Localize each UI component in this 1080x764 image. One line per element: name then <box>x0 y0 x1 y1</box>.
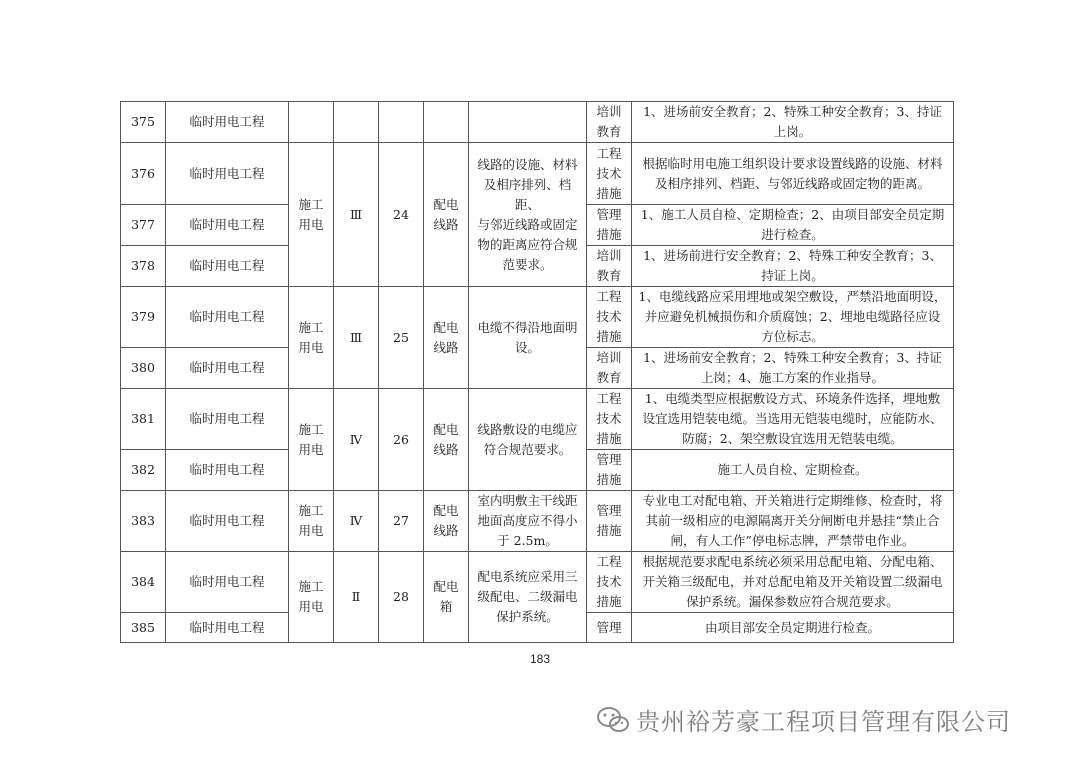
measure-text: 专业电工对配电箱、开关箱进行定期维修、检查时，将 其前一级相应的电源隔离开关分闸断电并悬挂“禁止合 闸，有人工作”停电标志牌，严禁带电作业。 <box>632 491 954 552</box>
hazard-description: 电缆不得沿地面明 设。 <box>469 287 587 389</box>
measure-category: 培训 教育 <box>587 348 632 389</box>
table-row <box>121 287 954 348</box>
hazard-part: 配电 箱 <box>424 552 469 643</box>
project-name: 临时用电工程 <box>166 102 289 143</box>
row-number: 377 <box>121 205 166 246</box>
measure-category: 培训 教育 <box>587 246 632 287</box>
hazard-type: 施工 用电 <box>289 287 334 389</box>
measure-category: 工程 技术 措施 <box>587 552 632 613</box>
measure-category: 培训 教育 <box>587 102 632 143</box>
measure-category: 管理 措施 <box>587 491 632 552</box>
project-name: 临时用电工程 <box>166 389 289 450</box>
measure-text: 1、进场前进行安全教育；2、特殊工种安全教育；3、 持证上岗。 <box>632 246 954 287</box>
project-name: 临时用电工程 <box>166 491 289 552</box>
risk-level: Ⅲ <box>334 143 379 287</box>
hazard-number: 26 <box>379 389 424 491</box>
hazard-type: 施工 用电 <box>289 491 334 552</box>
measure-text: 施工人员自检、定期检查。 <box>632 450 954 491</box>
table-row <box>121 389 954 450</box>
risk-level: Ⅳ <box>334 389 379 491</box>
project-name: 临时用电工程 <box>166 205 289 246</box>
blank-cell <box>379 102 424 143</box>
risk-level: Ⅳ <box>334 491 379 552</box>
blank-cell <box>334 102 379 143</box>
measure-text: 1、电缆线路应采用埋地或架空敷设，严禁沿地面明设， 并应避免机械损伤和介质腐蚀；2、埋地电缆路径应设 方位标志。 <box>632 287 954 348</box>
measure-category: 管理 <box>587 613 632 643</box>
watermark <box>596 702 1011 737</box>
hazard-part: 配电 线路 <box>424 143 469 287</box>
page-number: 183 <box>529 652 551 666</box>
hazard-number: 24 <box>379 143 424 287</box>
row-number: 378 <box>121 246 166 287</box>
project-name: 临时用电工程 <box>166 143 289 205</box>
hazard-number: 27 <box>379 491 424 552</box>
row-number: 380 <box>121 348 166 389</box>
project-name: 临时用电工程 <box>166 348 289 389</box>
hazard-number: 25 <box>379 287 424 389</box>
project-name: 临时用电工程 <box>166 552 289 613</box>
measure-text: 根据规范要求配电系统必须采用总配电箱、分配电箱、 开关箱三级配电，并对总配电箱及开关箱设置二级漏电 保护系统。漏保参数应符合规范要求。 <box>632 552 954 613</box>
hazard-description: 线路的设施、材料 及相序排列、档距、 与邻近线路或固定 物的距离应符合规 范要求。 <box>469 143 587 287</box>
table-row <box>121 491 954 552</box>
row-number: 376 <box>121 143 166 205</box>
wechat-icon <box>596 706 630 734</box>
measure-category: 工程 技术 措施 <box>587 287 632 348</box>
risk-level: Ⅱ <box>334 552 379 643</box>
measure-text: 根据临时用电施工组织设计要求设置线路的设施、材料 及相序排列、档距、与邻近线路或固定物的距离。 <box>632 143 954 205</box>
hazard-description: 室内明敷主干线距 地面高度应不得小 于 2.5m。 <box>469 491 587 552</box>
blank-cell <box>469 102 587 143</box>
risk-level: Ⅲ <box>334 287 379 389</box>
measure-text: 1、进场前安全教育；2、特殊工种安全教育；3、持证 上岗。 <box>632 102 954 143</box>
blank-cell <box>424 102 469 143</box>
hazard-part: 配电 线路 <box>424 389 469 491</box>
hazard-part: 配电 线路 <box>424 287 469 389</box>
row-number: 385 <box>121 613 166 643</box>
measure-category: 管理 措施 <box>587 450 632 491</box>
project-name: 临时用电工程 <box>166 450 289 491</box>
row-number: 379 <box>121 287 166 348</box>
measure-category: 管理 措施 <box>587 205 632 246</box>
table-row <box>121 552 954 613</box>
project-name: 临时用电工程 <box>166 287 289 348</box>
hazard-table <box>120 101 954 643</box>
watermark-text: 贵州裕芳豪工程项目管理有限公司 <box>636 708 1011 736</box>
project-name: 临时用电工程 <box>166 613 289 643</box>
hazard-description: 线路敷设的电缆应 符合规范要求。 <box>469 389 587 491</box>
hazard-type: 施工 用电 <box>289 389 334 491</box>
hazard-type: 施工 用电 <box>289 143 334 287</box>
measure-text: 1、进场前安全教育；2、特殊工种安全教育；3、持证 上岗；4、施工方案的作业指导。 <box>632 348 954 389</box>
measure-category: 工程 技术 措施 <box>587 143 632 205</box>
table-row <box>121 143 954 205</box>
project-name: 临时用电工程 <box>166 246 289 287</box>
hazard-number: 28 <box>379 552 424 643</box>
row-number: 375 <box>121 102 166 143</box>
row-number: 384 <box>121 552 166 613</box>
row-number: 383 <box>121 491 166 552</box>
table-row <box>121 102 954 143</box>
measure-text: 1、施工人员自检、定期检查；2、由项目部安全员定期 进行检查。 <box>632 205 954 246</box>
measure-text: 1、电缆类型应根据敷设方式、环境条件选择，埋地敷 设宜选用铠装电缆。当选用无铠装电缆时，应能防水、 防腐；2、架空敷设宜选用无铠装电缆。 <box>632 389 954 450</box>
row-number: 382 <box>121 450 166 491</box>
measure-text: 由项目部安全员定期进行检查。 <box>632 613 954 643</box>
hazard-part: 配电 线路 <box>424 491 469 552</box>
hazard-type: 施工 用电 <box>289 552 334 643</box>
row-number: 381 <box>121 389 166 450</box>
blank-cell <box>289 102 334 143</box>
hazard-description: 配电系统应采用三 级配电、二级漏电 保护系统。 <box>469 552 587 643</box>
measure-category: 工程 技术 措施 <box>587 389 632 450</box>
